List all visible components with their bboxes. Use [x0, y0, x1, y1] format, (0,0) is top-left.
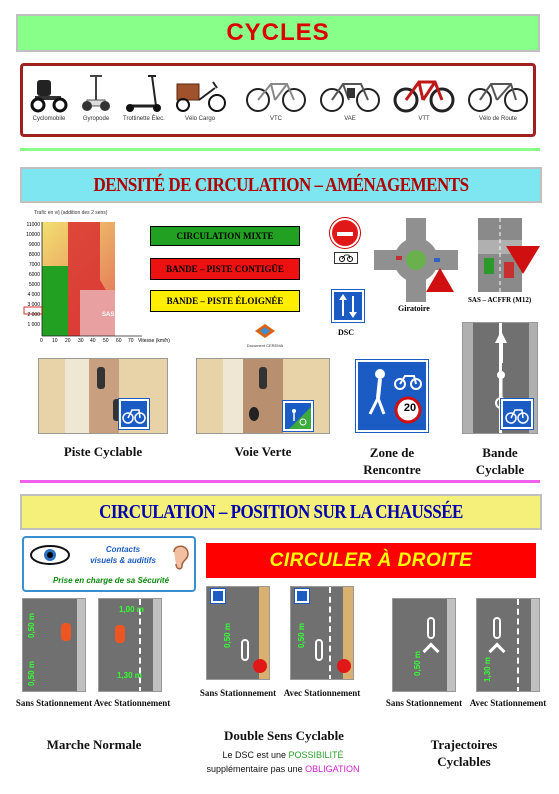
marche-avec-scene: [98, 598, 162, 692]
cycle-label: Vélo Cargo: [184, 116, 216, 122]
dsc-note-text: supplémentaire pas une: [206, 764, 303, 774]
y-tick: 11000: [26, 222, 40, 228]
distance-label: 0,50 m: [26, 613, 36, 638]
gyropode-icon: [81, 72, 111, 114]
cycle-vae: [319, 72, 381, 122]
marche-sans-scene: [22, 598, 86, 692]
x-tick: 50: [103, 338, 109, 344]
ear-icon: [168, 542, 190, 570]
yield-sign: [506, 246, 540, 274]
ebike-icon: [319, 72, 381, 114]
voie-verte-sign: [283, 401, 313, 431]
y-axis-ticks: [20, 222, 42, 334]
bike-icon: [121, 401, 147, 427]
cycle-gyropode: [81, 72, 111, 122]
cycle-label: Cyclomobile: [32, 116, 66, 122]
greenway-icon: [285, 403, 311, 429]
bike-marking-icon: [427, 617, 435, 639]
no-entry-small-sign: [337, 659, 351, 673]
cycles-panel: [20, 63, 536, 137]
density-chart: [20, 208, 170, 350]
page-title: CYCLES: [226, 19, 330, 46]
hybrid-bike-icon: [245, 72, 307, 114]
cycle-vtt: [393, 72, 455, 122]
no-entry-small-sign: [253, 659, 267, 673]
legend-label: BANDE – PISTE CONTIGÜE: [166, 264, 284, 274]
zone-rencontre-sign: [356, 360, 428, 432]
road-bike-icon: [467, 72, 529, 114]
dsc-note-possibilite: POSSIBILITÉ: [288, 750, 344, 760]
cyclist-icon: [61, 623, 71, 641]
piste-cyclable-scene: [38, 358, 168, 434]
no-entry-subsign: [334, 252, 358, 264]
distance-label: 1,30 m: [117, 671, 142, 680]
bike-lane-sign: [119, 399, 149, 429]
bike-marking-icon: [241, 639, 249, 661]
giratoire-label: Giratoire: [398, 304, 430, 313]
cycle-cargo: [173, 72, 227, 122]
y-tick: 9000: [28, 242, 40, 248]
group-label: Trajectoires Cyclables: [430, 737, 498, 769]
facility-label: Piste Cyclable: [63, 444, 143, 459]
scooter-icon: [124, 72, 164, 114]
cycle-label: VTT: [418, 116, 430, 122]
chart-sas-label: SAS: [102, 312, 115, 318]
no-entry-sign: [330, 218, 360, 248]
bike-marking-icon: [493, 617, 501, 639]
speed-limit-value: 20: [403, 402, 417, 414]
scene-caption: Sans Stationnement: [199, 688, 277, 698]
scene-caption: Avec Stationnement: [283, 688, 361, 698]
dsc-note: [190, 748, 376, 776]
x-tick: 70: [128, 338, 134, 344]
y-tick: 7000: [28, 262, 40, 268]
page-title-banner: [16, 14, 540, 52]
x-tick: 10: [52, 338, 58, 344]
x-axis-label: Vitesse (km/h): [138, 338, 170, 344]
density-title: DENSITÉ DE CIRCULATION – AMÉNAGEMENTS: [93, 173, 469, 196]
voie-verte-scene: [196, 358, 330, 434]
legend-mixte: [150, 226, 300, 246]
bike-lane-sign: [501, 399, 533, 429]
contacts-text: Contacts: [105, 545, 141, 554]
distance-label: 0,50 m: [222, 623, 232, 648]
distance-label: 1,00 m: [119, 605, 144, 614]
facility-label: Zone de Rencontre: [363, 445, 421, 477]
contacts-panel: [22, 536, 196, 592]
dsc-sans-scene: [206, 586, 270, 680]
bike-marking-icon: [315, 639, 323, 661]
cycle-road-bike: [467, 72, 529, 122]
distance-label: 1,30 m: [482, 657, 492, 682]
divider: [20, 148, 540, 151]
cycle-label: VTC: [270, 116, 282, 122]
chart-title: Trafic en v/j (addition des 2 sens): [34, 210, 108, 216]
y-tick: 10000: [26, 232, 40, 238]
position-title: CIRCULATION – POSITION SUR LA CHAUSSÉE: [99, 500, 463, 523]
cerema-logo-icon: [255, 324, 275, 338]
cerema-source: Document CEREMA: [246, 343, 284, 348]
y-tick: 5000: [28, 282, 40, 288]
y-tick: 3 000: [27, 302, 40, 308]
cargo-bike-icon: [173, 72, 227, 114]
cycle-vtc: [245, 72, 307, 122]
dsc-note-text: Le DSC est une: [222, 750, 286, 760]
cycle-label: Trottinette Élec.: [123, 116, 165, 122]
group-label: Marche Normale: [46, 737, 142, 752]
pedestrian-bike-icon: [358, 362, 426, 430]
legend-label: CIRCULATION MIXTE: [176, 231, 274, 241]
y-tick: 2 000: [27, 312, 40, 318]
scene-caption: Avec Stationnement: [93, 698, 171, 708]
facility-label: Voie Verte: [234, 444, 292, 459]
contacts-text: visuels & auditifs: [90, 556, 156, 565]
y-tick: 8000: [28, 252, 40, 258]
x-axis-ticks: [38, 338, 170, 346]
dsc-label: DSC: [338, 328, 355, 337]
bike-icon: [503, 401, 531, 427]
yield-roundabout-sign: [426, 268, 454, 292]
cyclomobile-icon: [29, 72, 69, 114]
cyclist-icon: [115, 625, 125, 643]
dsc-sign: [332, 290, 364, 322]
dsc-small-sign: [211, 589, 225, 603]
chart-area-mixte: [42, 266, 68, 336]
y-tick: 4 000: [27, 292, 40, 298]
dsc-arrows-icon: [334, 292, 362, 320]
securite-text: Prise en charge de sa Sécurité: [52, 576, 170, 585]
density-title-banner: [20, 167, 542, 203]
y-tick: 6000: [28, 272, 40, 278]
mountain-bike-icon: [393, 72, 455, 114]
scene-caption: Sans Stationnement: [385, 698, 463, 708]
dsc-avec-scene: [290, 586, 354, 680]
cycle-label: VAE: [344, 116, 356, 122]
cycle-cyclomobile: [29, 72, 69, 122]
divider: [20, 480, 540, 483]
distance-label: 0,50 m: [412, 651, 422, 676]
distance-label: 0,50 m: [26, 661, 36, 686]
x-tick: 0: [40, 338, 43, 344]
bande-cyclable-scene: [462, 322, 538, 434]
scene-caption: Avec Stationnement: [469, 698, 547, 708]
legend-label: BANDE – PISTE ÉLOIGNÉE: [166, 296, 284, 306]
cycle-label: Vélo de Route: [478, 116, 518, 122]
circuler-a-droite-banner: [206, 543, 536, 578]
sas-label: SAS – ACFFR (M12): [468, 296, 532, 304]
group-label: Double Sens Cyclable: [224, 728, 344, 743]
y-tick: 1 000: [27, 322, 40, 328]
cycle-label: Gyropode: [82, 116, 110, 122]
facility-label: Bande Cyclable: [475, 445, 525, 477]
circuler-a-droite-text: CIRCULER À DROITE: [269, 549, 473, 571]
x-tick: 30: [78, 338, 84, 344]
x-tick: 60: [116, 338, 122, 344]
dsc-small-sign: [295, 589, 309, 603]
trajectoires-sans-scene: [392, 598, 456, 692]
x-tick: 40: [90, 338, 96, 344]
cycle-trottinette: [123, 72, 165, 122]
eye-icon: [30, 544, 70, 566]
legend-contigue: [150, 258, 300, 280]
x-tick: 20: [65, 338, 71, 344]
dsc-note-obligation: OBLIGATION: [305, 764, 360, 774]
position-title-banner: [20, 494, 542, 530]
distance-label: 0,50 m: [296, 623, 306, 648]
legend-eloignee: [150, 290, 300, 312]
chevron-marking-icon: [423, 643, 440, 660]
bike-subsign-icon: [338, 253, 354, 262]
trajectoires-avec-scene: [476, 598, 540, 692]
scene-caption: Sans Stationnement: [15, 698, 93, 708]
cerema-logo: [240, 324, 290, 348]
